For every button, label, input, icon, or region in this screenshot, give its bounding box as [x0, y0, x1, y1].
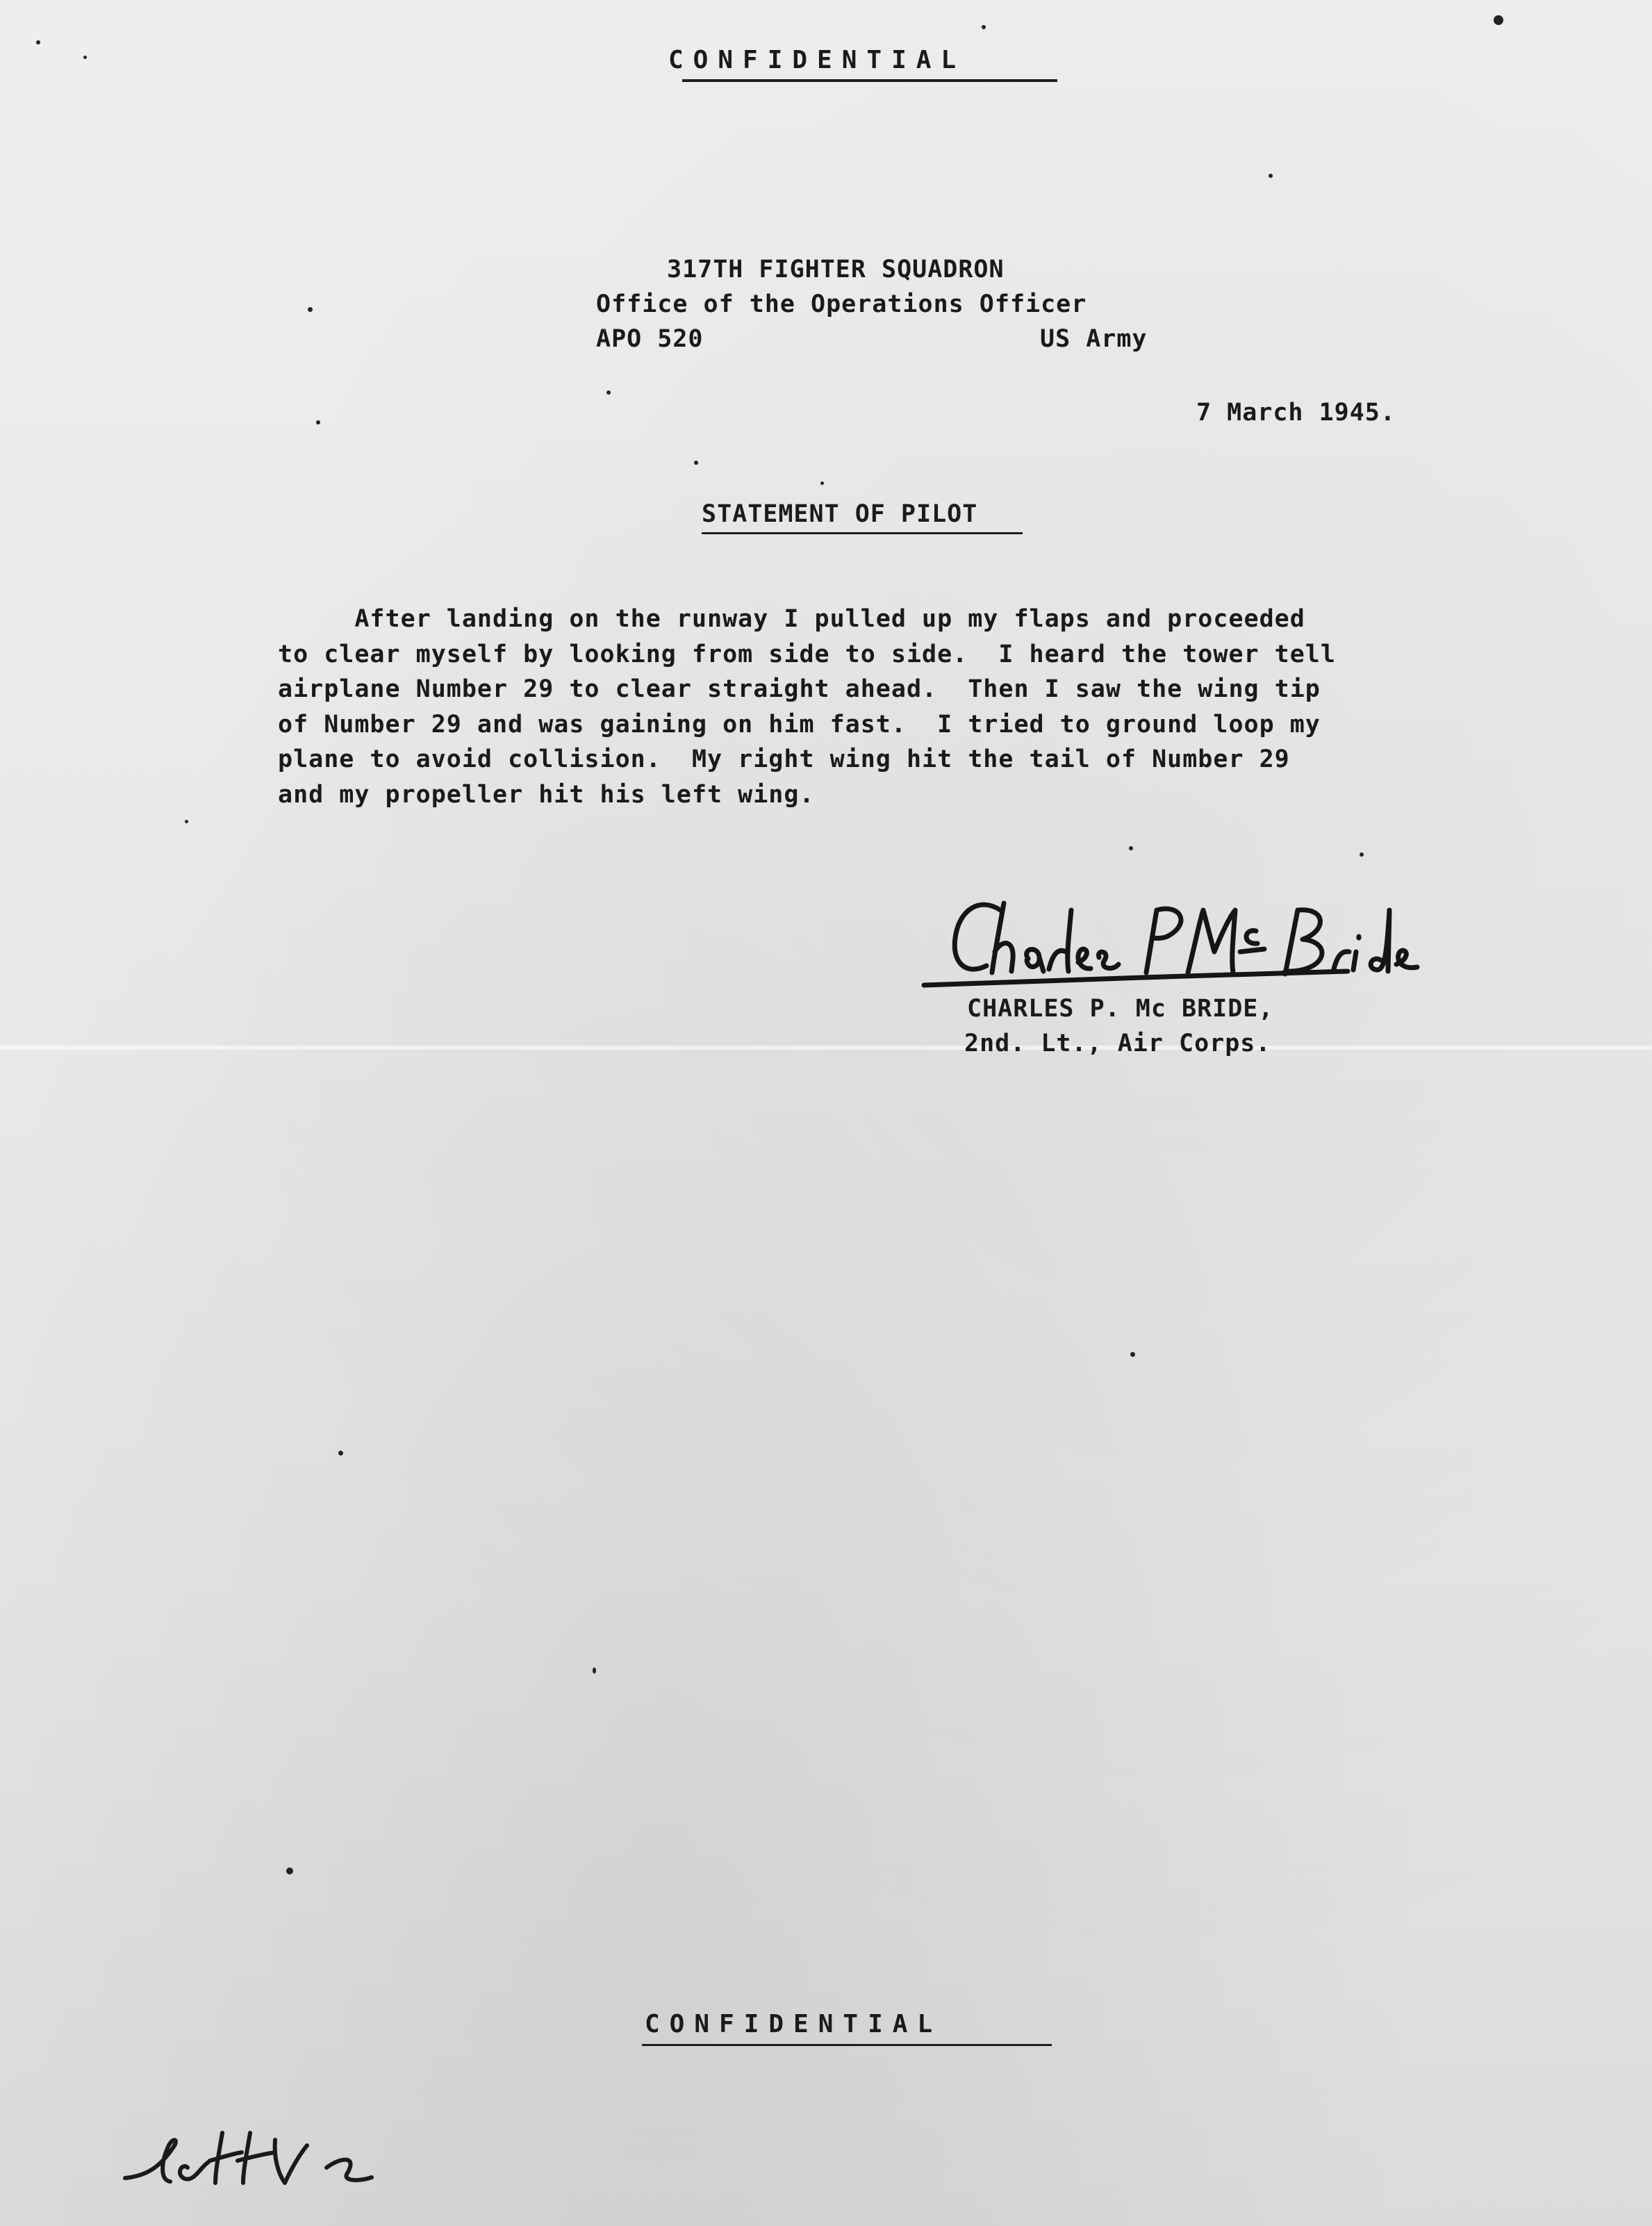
dust-speck: [185, 820, 188, 823]
apo-number: APO 520: [596, 325, 704, 353]
statement-line: After landing on the runway I pulled up my flaps and proceeded: [278, 605, 1305, 633]
dust-speck: [606, 390, 611, 395]
signer-name: CHARLES P. Mc BRIDE,: [967, 995, 1274, 1023]
dust-speck: [36, 40, 40, 44]
dust-speck: [308, 307, 313, 312]
statement-line: airplane Number 29 to clear straight ahead. Then I saw the wing tip: [278, 675, 1321, 703]
statement-body: [278, 602, 1514, 812]
dust-speck: [83, 56, 87, 59]
statement-line: plane to avoid collision. My right wing hit the tail of Number 29: [278, 745, 1290, 773]
classification-bottom-underline: [642, 2044, 1052, 2046]
dust-speck: [820, 481, 824, 485]
unit-name: 317TH FIGHTER SQUADRON: [667, 256, 1005, 283]
document-title: STATEMENT OF PILOT: [702, 500, 978, 528]
office-name: Office of the Operations Officer: [596, 290, 1087, 318]
dust-speck: [1129, 846, 1133, 850]
classification-top-underline: [682, 79, 1057, 82]
dust-speck: [316, 420, 320, 424]
handwritten-initials: [118, 2119, 410, 2202]
paper-fold: [0, 1046, 1652, 1050]
document-date: 7 March 1945.: [1196, 399, 1396, 427]
dust-speck: [286, 1868, 293, 1874]
statement-line: of Number 29 and was gaining on him fast. I tried to ground loop my: [278, 710, 1321, 739]
statement-line: to clear myself by looking from side to side. I heard the tower tell: [278, 640, 1336, 668]
branch-name: US Army: [1040, 325, 1148, 353]
document-title-underline: [702, 532, 1023, 534]
classification-top: CONFIDENTIAL: [668, 46, 966, 74]
dust-speck: [694, 461, 698, 465]
dust-speck: [1130, 1352, 1135, 1357]
dust-speck: [593, 1667, 596, 1674]
classification-bottom: CONFIDENTIAL: [645, 2010, 943, 2038]
handwritten-signature: [917, 882, 1445, 994]
dust-speck: [1494, 15, 1503, 25]
dust-speck: [982, 25, 986, 29]
dust-speck: [1269, 174, 1273, 178]
dust-speck: [1360, 852, 1364, 857]
signer-rank: 2nd. Lt., Air Corps.: [964, 1030, 1271, 1057]
dust-speck: [338, 1451, 343, 1456]
statement-line: and my propeller hit his left wing.: [278, 780, 815, 809]
